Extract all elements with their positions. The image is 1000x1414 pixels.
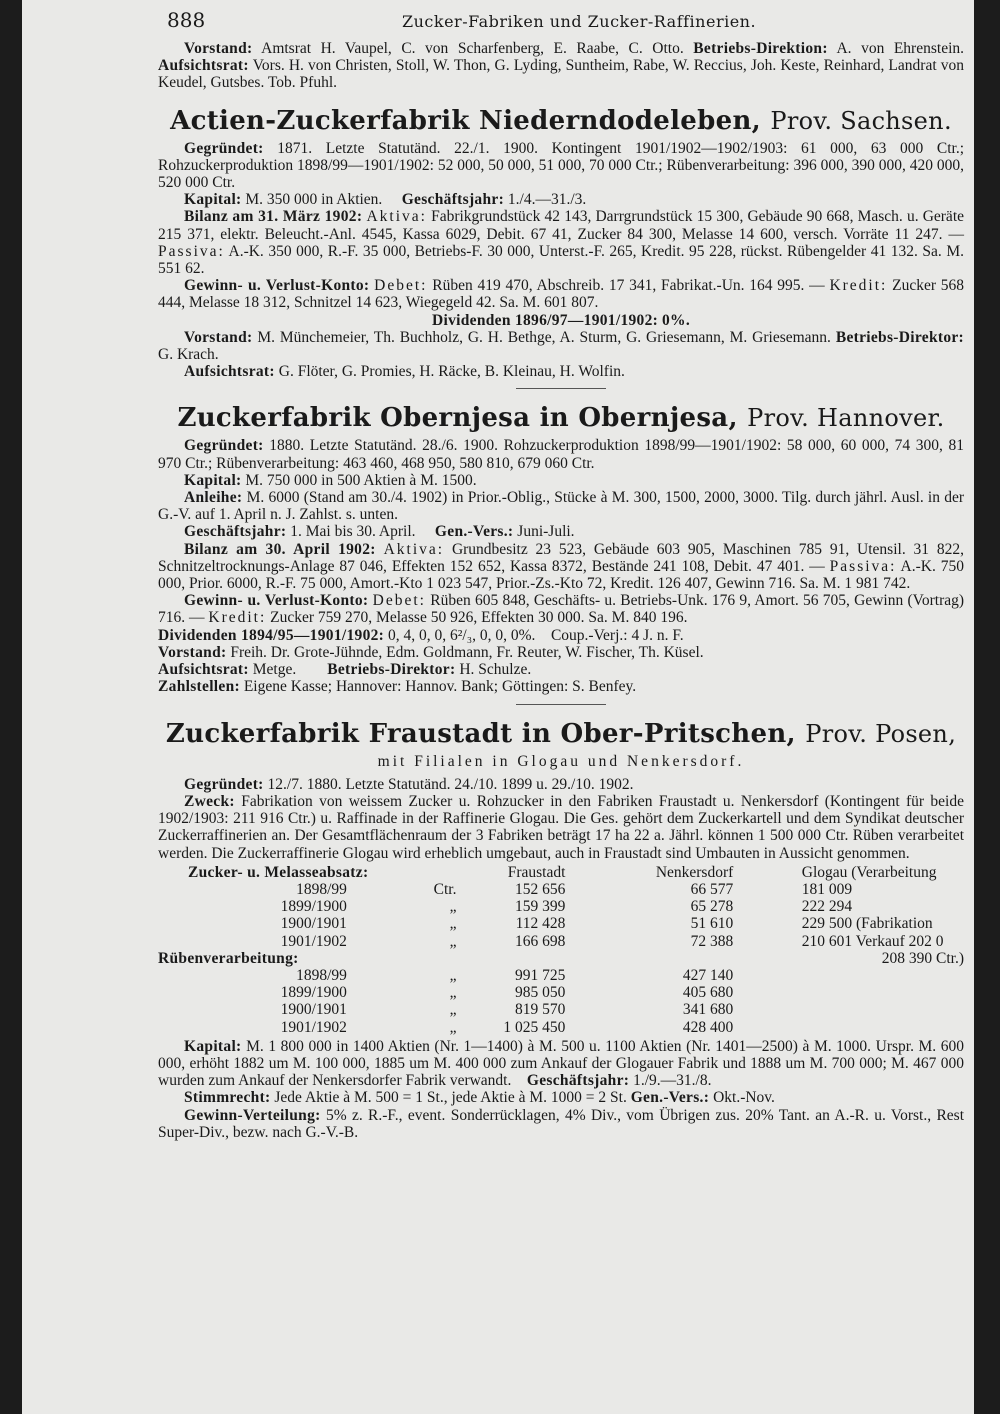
table-nenkersdorf-value: 51 610 — [690, 915, 734, 933]
table-header-nenkersdorf: Nenkersdorf — [655, 863, 734, 881]
s3-fiscal-text: 1./9.—31./8. — [633, 1072, 712, 1090]
s2-province: Prov. Hannover. — [747, 404, 945, 433]
s2-dividends-text: 0, 4, 0, 0, 6²/₃, 0, 0, 0%. — [388, 626, 536, 644]
s1-supervisory-label: Aufsichtsrat: — [184, 363, 275, 381]
table-glogau-note: (Fabrikation — [856, 915, 933, 933]
s2-dividends-label: Dividenden 1894/95—1901/1902: — [158, 626, 385, 644]
table-row — [158, 1001, 964, 1018]
table-ditto: „ — [449, 932, 457, 950]
s2-balance-paragraph — [158, 541, 964, 593]
table-fraustadt-value: 991 725 — [515, 966, 566, 984]
s2-kredit-label: Kredit: — [208, 609, 267, 627]
table-glogau-value: 222 294 — [801, 898, 853, 916]
s1-director-text: G. Krach. — [158, 346, 219, 364]
section-divider — [516, 704, 606, 705]
s3-heading — [158, 719, 964, 749]
s2-vorstand-text: Freih. Dr. Grote-Jühnde, Edm. Goldmann, Fr. Reuter, W. Fischer, Th. Küsel. — [230, 643, 704, 661]
table-fraustadt-value: 159 399 — [515, 898, 566, 916]
table-ditto: „ — [449, 984, 457, 1002]
table-nenkersdorf-value: 428 400 — [682, 1018, 734, 1036]
table-sales-label: Zucker- u. Melasseabsatz: — [188, 863, 369, 881]
s3-purpose-text: Fabrikation von weissem Zucker u. Rohzucker in den Fabriken Fraustadt u. Nenkersdorf (Kontingent für beide 1902/1903: 211 916 Ctr.) u. Raffinade in der Raffinerie Glogau. Die Ges. gehört dem Zuckerkartell und dem Syndikat deutscher Zuckerraffinerien an. Der Gesamtflächenraum der 3 Fabriken beträgt 17 ha 22 a. Jährl. können 1 500 000 Ctr. Rüben verarbeitet werden. Die Zuckerraffinerie Glogau wird erheblich umgebaut, auch in Fraustadt sind Umbauten in Aussicht genommen. — [158, 792, 964, 862]
s1-pl-text2: Zucker 568 444, Melasse 18 312, Schnitzel 14 623, Wiegegeld 42. Sa. M. 601 807. — [158, 277, 965, 312]
s3-subtitle: mit Filialen in Glogau und Nenkersdorf. — [377, 752, 745, 770]
table-year: 1898/99 — [296, 966, 347, 984]
s1-pl-paragraph — [158, 277, 964, 311]
s1-supervisory-text: G. Flöter, G. Promies, H. Räcke, B. Kleinau, H. Wolfin. — [278, 363, 625, 381]
s3-profit-label: Gewinn-Verteilung: — [184, 1106, 321, 1124]
table-row — [158, 915, 964, 932]
table-ditto: „ — [449, 915, 457, 933]
table-year: 1901/1902 — [280, 1018, 347, 1036]
table-year: 1899/1900 — [280, 898, 347, 916]
s3-province: Prov. Posen, — [805, 719, 957, 748]
page-number: 888 — [167, 8, 206, 32]
table-fraustadt-value: 112 428 — [515, 915, 566, 933]
table-nenkersdorf-value: 65 278 — [690, 898, 734, 916]
s2-supervisory-paragraph — [158, 661, 964, 678]
s3-meeting-text: Okt.-Nov. — [713, 1089, 775, 1107]
table-row — [158, 967, 964, 984]
page-content — [158, 40, 964, 1141]
s2-heading — [158, 403, 964, 433]
s1-balance-label: Bilanz am 31. März 1902: — [184, 208, 363, 226]
s2-founded-label: Gegründet: — [184, 437, 264, 455]
s2-meeting-label: Gen.-Vers.: — [434, 523, 514, 541]
s1-dividends-text: 0%. — [662, 311, 691, 329]
intro-vorstand-label: Vorstand: — [184, 40, 253, 57]
s3-voting-label: Stimmrecht: — [184, 1089, 271, 1107]
s3-capital-label: Kapital: — [184, 1037, 242, 1055]
page — [22, 0, 974, 1414]
s1-board-paragraph — [158, 329, 964, 363]
s3-profit-text: 5% z. R.-F., event. Sonderrücklagen, 4% Div., vom Übrigen zus. 20% Tant. an A.-R. u. Vorst., Rest Super-Div., bezw. nach G.-V.-B. — [158, 1106, 965, 1141]
s1-director-label: Betriebs-Direktor: — [835, 328, 965, 346]
s3-founded-text: 12./7. 1880. Letzte Statutänd. 24./10. 1899 u. 29./10. 1902. — [267, 775, 634, 793]
s1-heading — [158, 106, 964, 136]
table-unit: Ctr. — [433, 880, 457, 898]
section-divider — [516, 388, 606, 389]
s1-founded-label: Gegründet: — [184, 139, 264, 157]
table-row — [158, 1019, 964, 1036]
table-fraustadt-value: 166 698 — [515, 932, 566, 950]
s2-loan-paragraph — [158, 489, 964, 523]
table-nenkersdorf-value: 405 680 — [682, 984, 734, 1002]
s2-fiscal-label: Geschäftsjahr: — [184, 523, 287, 541]
s1-supervisory-paragraph — [158, 363, 964, 380]
s2-board-paragraph — [158, 644, 964, 661]
s3-capital-paragraph — [158, 1038, 964, 1090]
table-year: 1901/1902 — [280, 932, 347, 950]
table-nenkersdorf-value: 72 388 — [690, 932, 734, 950]
s2-capital-text: M. 750 000 in 500 Aktien à M. 1500. — [245, 471, 477, 489]
running-title: Zucker-Fabriken und Zucker-Raffinerien. — [402, 12, 757, 31]
s3-sales-table — [158, 864, 964, 1036]
page-header — [22, 8, 974, 38]
table-row — [158, 984, 964, 1001]
table-year: 1900/1901 — [280, 915, 347, 933]
table-row — [158, 933, 964, 950]
s3-capital-text: M. 1 800 000 in 1400 Aktien (Nr. 1—1400) à M. 500 u. 1100 Aktien (Nr. 1401—2500) à M. 1000. Urspr. M. 600 000, erhöht 1882 um M. 100 000, 1885 um M. 400 000 zum Ankauf der Glogauer Fabrik und 1888 um M. 700 000; M. 467 000 wurden zum Ankauf der Nenkersdorfer Fabrik verwandt. — [158, 1037, 964, 1090]
table-header-row — [158, 864, 964, 881]
table-fraustadt-value: 985 050 — [515, 984, 566, 1002]
s2-fiscal-text: 1. Mai bis 30. April. — [290, 523, 416, 541]
s2-coupon-text: Coup.-Verj.: 4 J. n. F. — [550, 626, 684, 644]
intro-vorstand-text: Amtsrat H. Vaupel, C. von Scharfenberg, E. Raabe, C. Otto. — [261, 40, 684, 57]
s3-purpose-paragraph — [158, 793, 964, 862]
s2-loan-label: Anleihe: — [184, 489, 243, 507]
table-row — [158, 898, 964, 915]
table-row — [158, 950, 964, 967]
table-ditto: „ — [449, 1018, 457, 1036]
table-header-glogau: Glogau (Verarbeitung — [801, 863, 937, 881]
s2-paying-agents-paragraph — [158, 678, 964, 695]
s2-balance-text: Grundbesitz 23 523, Gebäude 603 905, Maschinen 785 91, Utensil. 31 822, Schnitzeltrocknungs-Anlage 87 046, Effekten 152 652, Kassa 8372, Bestände 241 108, Debit. 47 401. — — [158, 540, 965, 575]
table-fraustadt-value: 152 656 — [515, 880, 566, 898]
s1-pl-label: Gewinn- u. Verlust-Konto: — [184, 277, 370, 295]
s2-dividends-paragraph — [158, 627, 964, 644]
s3-founded-paragraph — [158, 776, 964, 793]
s1-dividends — [158, 312, 964, 329]
table-header-fraustadt: Fraustadt — [507, 863, 566, 881]
s2-debet-label: Debet: — [372, 592, 426, 610]
s2-capital-label: Kapital: — [184, 471, 242, 489]
s2-fiscal-paragraph — [158, 523, 964, 540]
s1-kredit-label: Kredit: — [829, 277, 888, 295]
s1-balance-text: Fabrikgrundstück 42 143, Darrgrundstück 15 300, Gebäude 90 668, Masch. u. Geräte 215 371, elektr. Beleucht.-Anl. 4545, Kassa 6029, Debit. 67 41, Zucker 84 300, Melasse 14 600, versch. Vorräte 11 247. — — [158, 208, 964, 243]
intro-betriebs-label: Betriebs-Direktion: — [693, 40, 828, 57]
s3-purpose-label: Zweck: — [184, 792, 235, 810]
table-fraustadt-value: 819 570 — [515, 1001, 566, 1019]
s2-capital-paragraph — [158, 472, 964, 489]
table-glogau-value: 210 601 — [801, 932, 853, 950]
intro-betriebs-text: A. von Ehrenstein. — [836, 40, 964, 57]
s2-aktiva-label: Aktiva: — [383, 540, 445, 558]
s2-pl-paragraph — [158, 592, 964, 626]
s2-vorstand-label: Vorstand: — [158, 643, 227, 661]
s1-aktiva-label: Aktiva: — [366, 208, 427, 226]
intro-aufsicht-text: Vors. H. von Christen, Stoll, W. Thon, G. Lyding, Suntheim, Rabe, W. Reccius, Joh. Keste, Reinhard, Landrat von Keudel, Gutsbes. Tob. Pfuhl. — [158, 57, 964, 92]
s3-founded-label: Gegründet: — [184, 775, 264, 793]
table-glogau-value: 229 500 — [801, 915, 853, 933]
s3-profit-paragraph — [158, 1107, 964, 1141]
s3-voting-paragraph — [158, 1089, 964, 1106]
table-glogau-note: Verkauf 202 0 — [855, 932, 944, 950]
intro-paragraph — [158, 40, 964, 92]
s1-dividends-label: Dividenden 1896/97—1901/1902: — [431, 311, 659, 329]
s1-founded-text: 1871. Letzte Statutänd. 22./1. 1900. Kontingent 1901/1902—1902/1903: 61 000, 63 000 Ctr.; Rohzuckerproduktion 1898/99—1901/1902: 52 000, 50 000, 51 000, 70 000 Ctr.; Rübenverarbeitung: 396 000, 390 000, 420 000, 520 000 Ctr. — [158, 139, 964, 192]
s2-founded-text: 1880. Letzte Statutänd. 28./6. 1900. Rohzuckerproduktion 1898/99—1901/1902: 58 000, 60 000, 74 300, 81 970 Ctr.; Rübenverarbeitung: 463 460, 468 950, 580 810, 679 060 Ctr. — [158, 437, 964, 472]
s1-province: Prov. Sachsen. — [770, 106, 952, 135]
s1-capital-paragraph — [158, 191, 964, 208]
s2-passiva-label: Passiva: — [829, 557, 897, 575]
s1-vorstand-label: Vorstand: — [184, 328, 253, 346]
table-row — [158, 881, 964, 898]
s2-pl-label: Gewinn- u. Verlust-Konto: — [184, 592, 369, 610]
s3-voting-text: Jede Aktie à M. 500 = 1 St., jede Aktie à M. 1000 = 2 St. — [274, 1089, 627, 1107]
s3-company-name: Zuckerfabrik Fraustadt in Ober-Pritschen, — [165, 718, 796, 749]
table-year: 1898/99 — [296, 880, 347, 898]
table-beet-label: Rübenverarbeitung: — [158, 949, 299, 967]
s1-debet-label: Debet: — [374, 277, 428, 295]
s2-supervisory-label: Aufsichtsrat: — [158, 661, 249, 679]
table-nenkersdorf-value: 427 140 — [682, 966, 734, 984]
table-ditto: „ — [449, 898, 457, 916]
s2-director-text: H. Schulze. — [459, 661, 532, 679]
s1-pl-text: Rüben 419 470, Abschreib. 17 341, Fabrikat.-Un. 164 995. — — [432, 277, 825, 295]
s1-fiscal-label: Geschäftsjahr: — [401, 191, 505, 209]
s2-balance-label: Bilanz am 30. April 1902: — [184, 540, 376, 558]
table-nenkersdorf-value: 66 577 — [690, 880, 734, 898]
s2-supervisory-text: Metge. — [252, 661, 297, 679]
intro-aufsicht-label: Aufsichtsrat: — [158, 57, 249, 75]
s2-loan-text: M. 6000 (Stand am 30./4. 1902) in Prior.-Oblig., Stücke à M. 300, 1500, 2000, 3000. Tilg. durch jährl. Ausl. in der G.-V. auf 1. April n. J. Zahlst. s. unten. — [158, 489, 964, 524]
s2-pl-text2: Zucker 759 270, Melasse 50 926, Effekten 30 000. Sa. M. 840 196. — [270, 609, 688, 627]
s1-capital-text: M. 350 000 in Aktien. — [245, 191, 383, 209]
s1-founded-paragraph — [158, 140, 964, 192]
table-year: 1899/1900 — [280, 984, 347, 1002]
s2-meeting-text: Juni-Juli. — [517, 523, 575, 541]
s2-balance-text2: A.-K. 750 000, Prior. 6000, R.-F. 75 000, Amort.-Kto 1 023 547, Prior.-Zs.-Kto 72, Kredit. 126 407, Gewinn 716. Sa. M. 1 981 742. — [158, 557, 964, 593]
s3-fiscal-label: Geschäftsjahr: — [526, 1072, 630, 1090]
table-nenkersdorf-value: 341 680 — [682, 1001, 734, 1019]
s1-capital-label: Kapital: — [184, 191, 242, 209]
s1-vorstand-text: M. Münchemeier, Th. Buchholz, G. H. Bethge, A. Sturm, G. Griesemann, M. Griesemann. — [257, 328, 831, 346]
table-year: 1900/1901 — [280, 1001, 347, 1019]
table-glogau-note: 208 390 Ctr.) — [881, 949, 964, 967]
s2-pl-text: Rüben 605 848, Geschäfts- u. Betriebs-Unk. 176 9, Amort. 56 705, Gewinn (Vortrag) 716. — — [158, 592, 965, 627]
s2-founded-paragraph — [158, 437, 964, 471]
s2-paying-agents-text: Eigene Kasse; Hannover: Hannov. Bank; Göttingen: S. Benfey. — [243, 678, 637, 696]
s2-director-label: Betriebs-Direktor: — [327, 661, 456, 679]
table-ditto: „ — [449, 1001, 457, 1019]
table-fraustadt-value: 1 025 450 — [503, 1018, 566, 1036]
s1-fiscal-text: 1./4.—31./3. — [507, 191, 587, 209]
s2-paying-agents-label: Zahlstellen: — [158, 678, 240, 696]
s1-company-name: Actien-Zuckerfabrik Niederndodeleben, — [170, 105, 762, 136]
s3-meeting-label: Gen.-Vers.: — [630, 1089, 710, 1107]
table-glogau-value: 181 009 — [801, 880, 853, 898]
s1-balance-paragraph — [158, 208, 964, 277]
s1-passiva-label: Passiva: — [158, 242, 225, 260]
table-ditto: „ — [449, 966, 457, 984]
s1-balance-text2: A.-K. 350 000, R.-F. 35 000, Betriebs-F. 30 000, Unterst.-F. 265, Kredit. 95 228, rückst. Rübengelder 41 132. Sa. M. 551 62. — [158, 242, 964, 278]
s2-company-name: Zuckerfabrik Obernjesa in Obernjesa, — [177, 403, 738, 434]
